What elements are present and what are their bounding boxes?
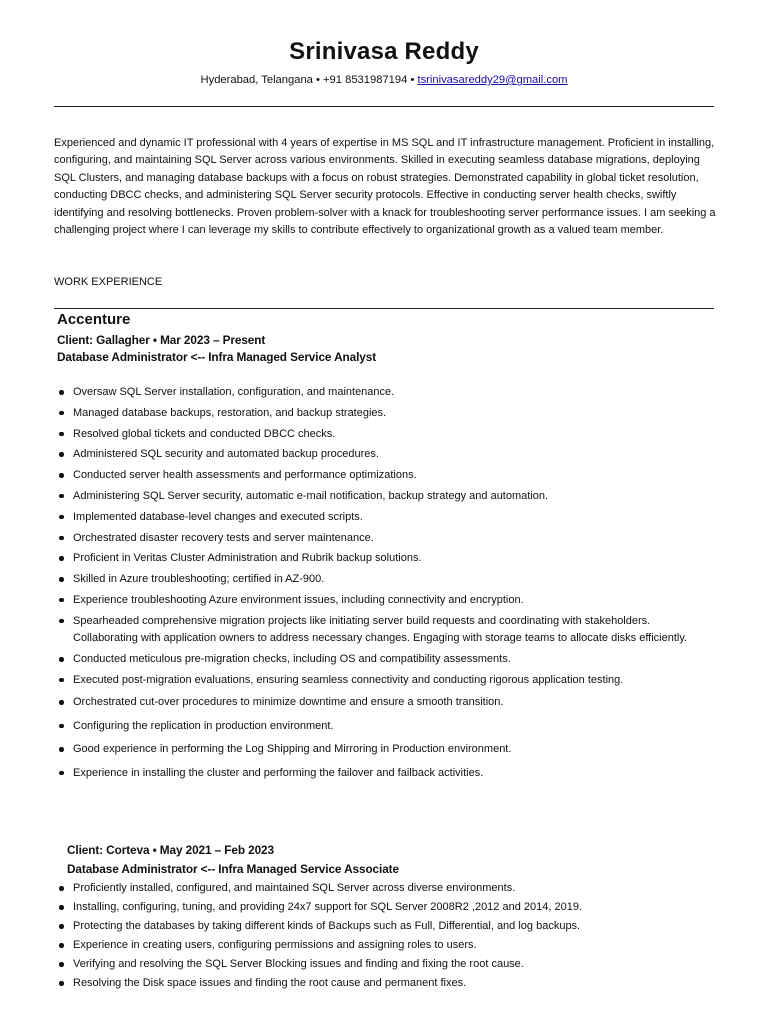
list-item: Protecting the databases by taking different kinds of Backups such as Full, Differential, and log backups. [54, 918, 714, 936]
section-heading-work-experience: WORK EXPERIENCE [54, 276, 163, 288]
job1-client: Client: Gallagher • Mar 2023 – Present [57, 333, 266, 347]
job2-client: Client: Corteva • May 2021 – Feb 2023 [67, 843, 274, 857]
email-link[interactable]: tsrinivasareddy29@gmail.com [417, 74, 568, 86]
list-item: Conducted server health assessments and performance optimizations. [54, 467, 688, 485]
list-item: Experience troubleshooting Azure environment issues, including connectivity and encryption. [54, 592, 688, 610]
list-item: Managed database backups, restoration, and backup strategies. [54, 405, 688, 423]
list-item: Configuring the replication in production environment. [54, 718, 688, 736]
work-experience-divider [54, 308, 714, 309]
list-item: Oversaw SQL Server installation, configuration, and maintenance. [54, 384, 688, 402]
list-item: Good experience in performing the Log Shipping and Mirroring in Production environment. [54, 741, 688, 759]
list-item: Spearheaded comprehensive migration projects like initiating server build requests and coordinating with stakeholders. Collaborating with application owners to address necessary changes. Engaging with storage teams to allocate disks efficiently. [54, 613, 688, 648]
list-item: Implemented database-level changes and executed scripts. [54, 509, 688, 527]
list-item: Executed post-migration evaluations, ensuring seamless connectivity and conducting rigorous application testing. [54, 672, 688, 690]
list-item: Orchestrated disaster recovery tests and server maintenance. [54, 530, 688, 548]
company-name: Accenture [57, 311, 131, 328]
job1-bullet-list [54, 384, 688, 786]
list-item: Proficiently installed, configured, and maintained SQL Server across diverse environments. [54, 880, 714, 898]
list-item: Skilled in Azure troubleshooting; certified in AZ-900. [54, 571, 688, 589]
candidate-name: Srinivasa Reddy [289, 38, 479, 65]
list-item: Administering SQL Server security, automatic e-mail notification, backup strategy and automation. [54, 488, 688, 506]
professional-summary: Experienced and dynamic IT professional with 4 years of expertise in MS SQL and IT infrastructure management. Proficient in installing, configuring, and maintaining SQL Server across various environments. Skilled in executing seamless database migrations, deploying SQL Clusters, and managing database backups with a focus on robust strategies. Demonstrated capability in global ticket resolution, conducting DBCC checks, and administering SQL Server security protocols. Effective in conducting server health checks, swiftly identifying and resolving bottlenecks. Proven problem-solver with a knack for troubleshooting server performance issues. I am seeking a challenging project where I can leverage my skills to contribute effectively to organizational growth as a valued team member. [54, 137, 716, 237]
list-item: Resolving the Disk space issues and finding the root cause and permanent fixes. [54, 975, 714, 993]
job2-role: Database Administrator <-- Infra Managed Service Associate [67, 862, 399, 876]
list-item: Experience in installing the cluster and performing the failover and failback activities. [54, 765, 688, 783]
contact-details: Hyderabad, Telangana • +91 8531987194 • [200, 74, 418, 86]
list-item: Orchestrated cut-over procedures to minimize downtime and ensure a smooth transition. [54, 694, 688, 712]
contact-line [0, 74, 768, 86]
job1-role: Database Administrator <-- Infra Managed Service Analyst [57, 350, 377, 364]
header-divider [54, 106, 714, 107]
list-item: Experience in creating users, configuring permissions and assigning roles to users. [54, 937, 714, 955]
list-item: Verifying and resolving the SQL Server Blocking issues and finding and fixing the root cause. [54, 956, 714, 974]
list-item: Proficient in Veritas Cluster Administration and Rubrik backup solutions. [54, 550, 688, 568]
list-item: Administered SQL security and automated backup procedures. [54, 446, 688, 464]
list-item: Resolved global tickets and conducted DBCC checks. [54, 426, 688, 444]
list-item: Installing, configuring, tuning, and providing 24x7 support for SQL Server 2008R2 ,2012 and 2014, 2019. [54, 899, 714, 917]
list-item: Conducted meticulous pre-migration checks, including OS and compatibility assessments. [54, 651, 688, 669]
job2-bullet-list [54, 880, 714, 994]
